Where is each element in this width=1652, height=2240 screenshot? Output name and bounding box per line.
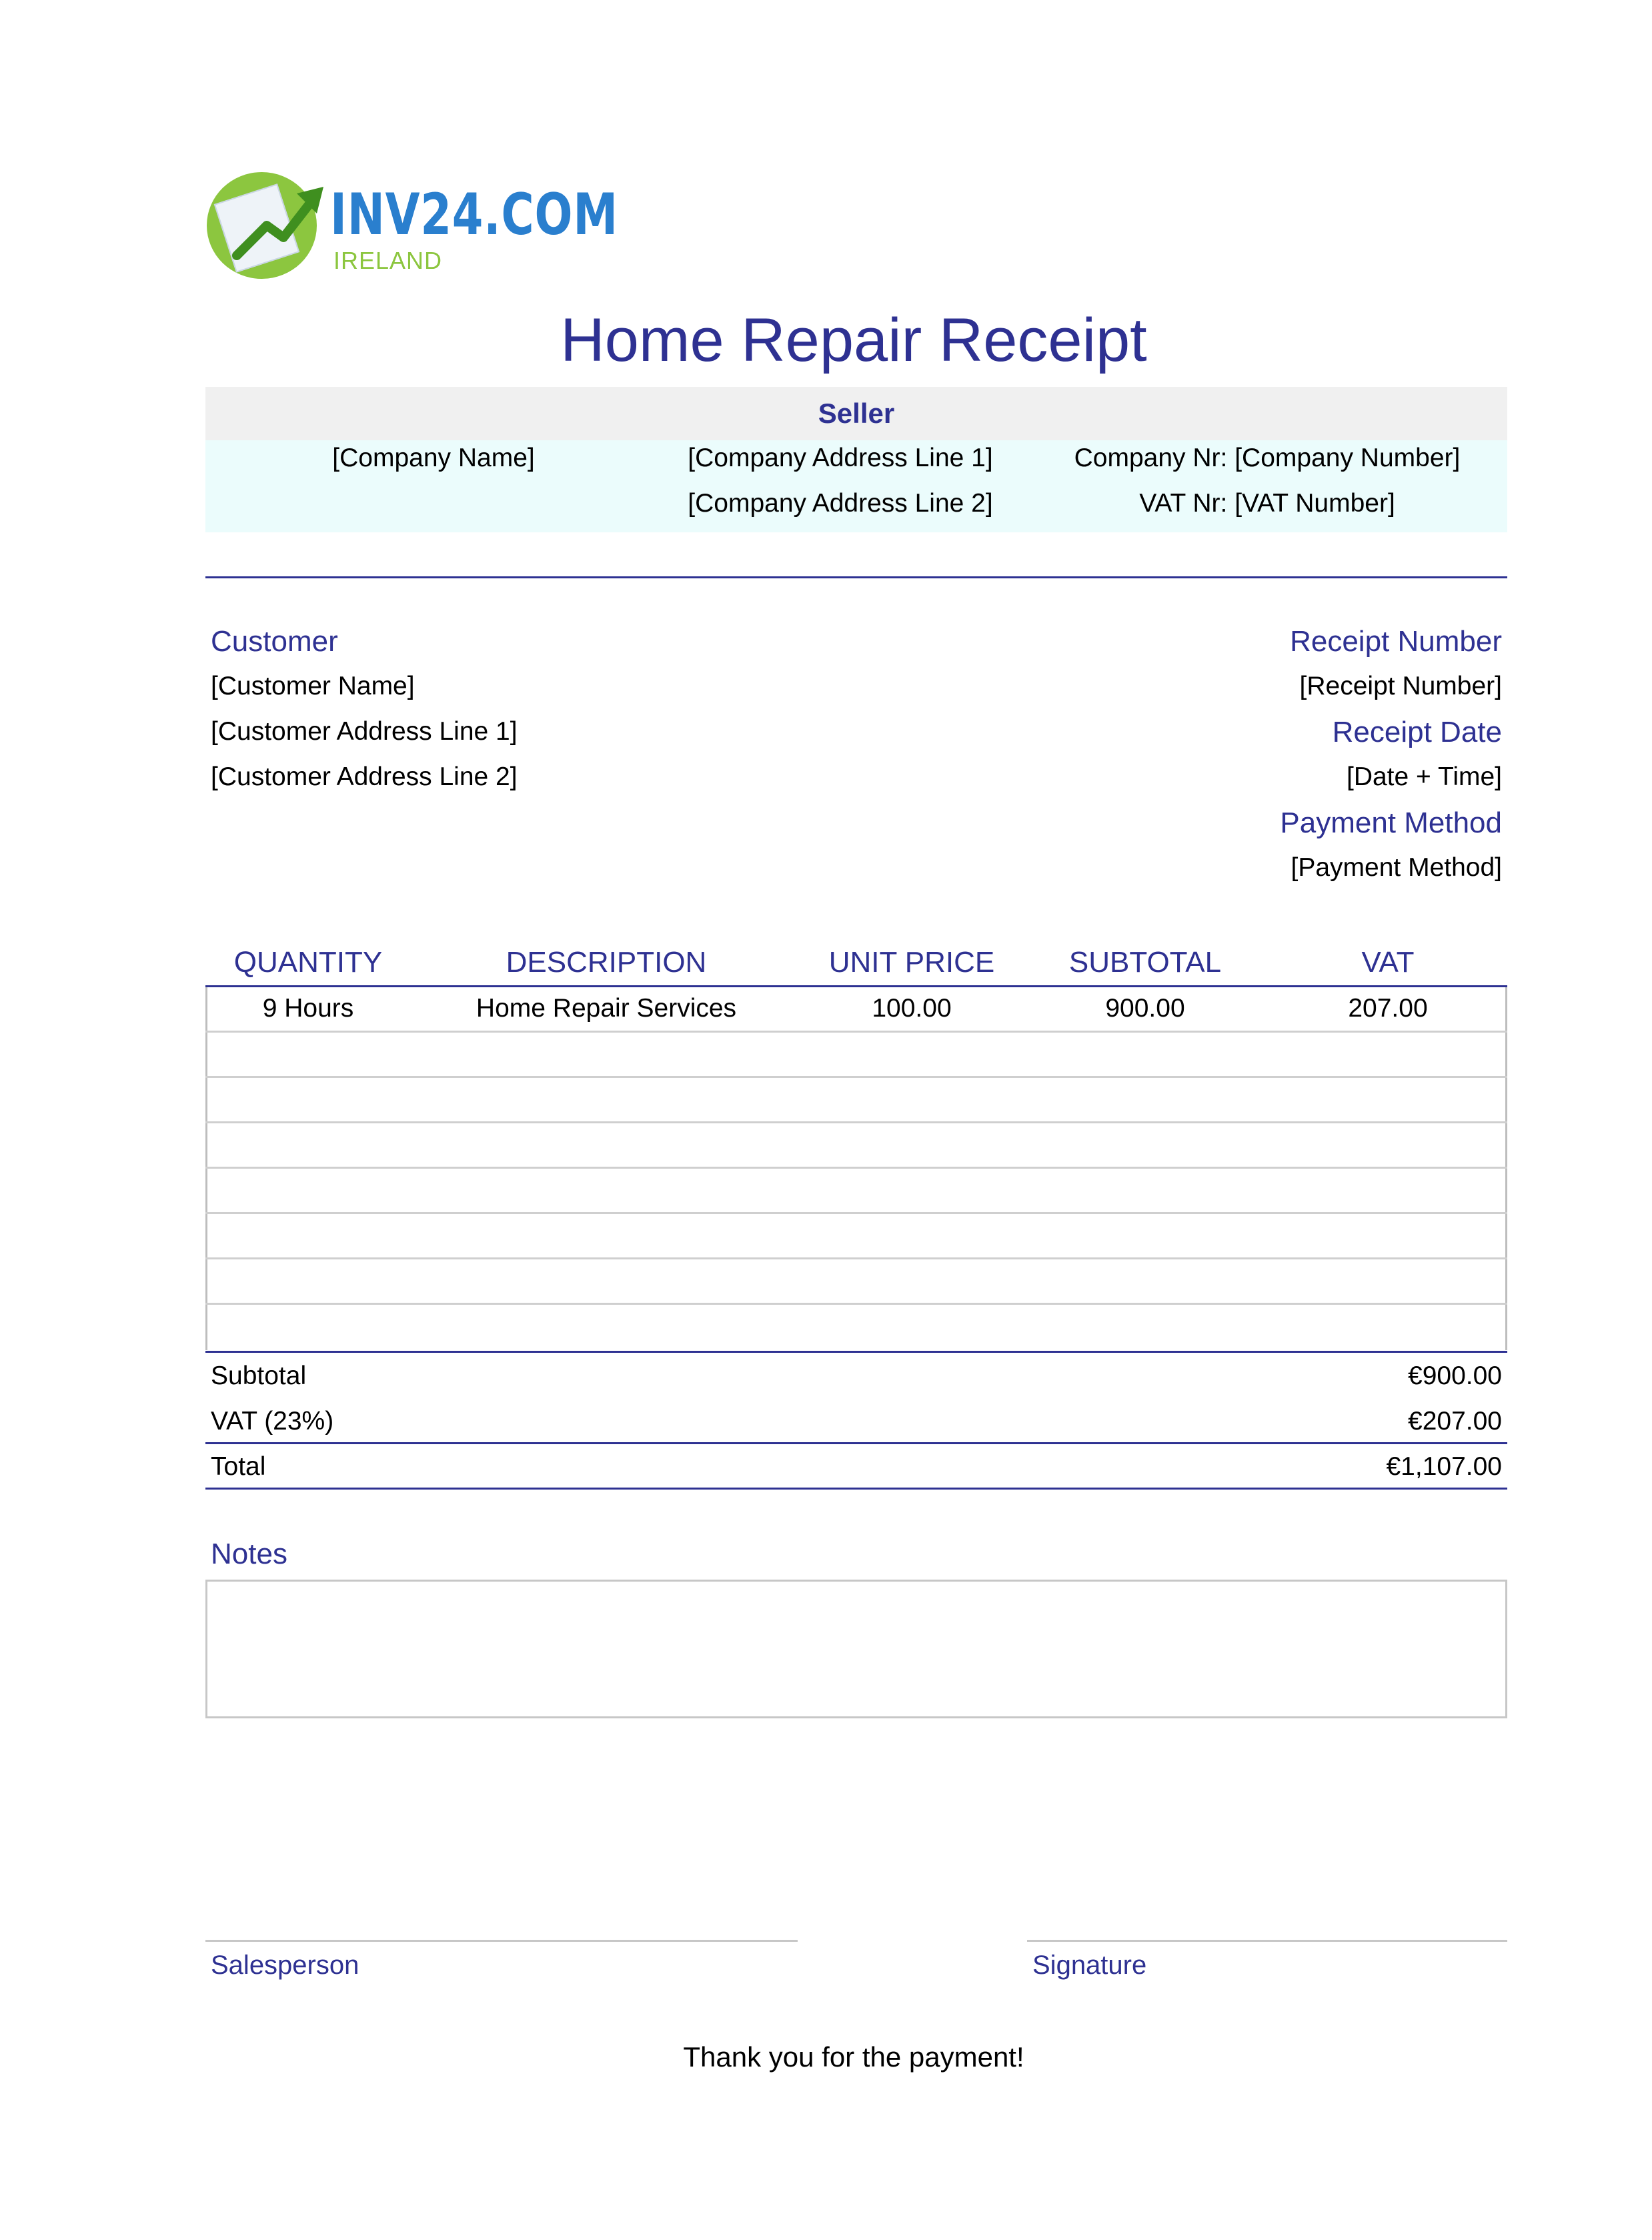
table-row-divider <box>205 1303 1507 1305</box>
page-title: Home Repair Receipt <box>560 306 1147 374</box>
seller-vat-number: VAT Nr: [VAT Number] <box>1139 489 1395 518</box>
receipt-number: [Receipt Number] <box>1299 672 1502 700</box>
column-header-quantity: QUANTITY <box>233 946 383 979</box>
vat-label: VAT (23%) <box>211 1407 334 1436</box>
table-row-divider <box>205 1121 1507 1123</box>
column-header-subtotal: SUBTOTAL <box>1068 946 1222 979</box>
cell-unit-price: 100.00 <box>872 994 952 1023</box>
column-header-unit-price: UNIT PRICE <box>828 946 995 979</box>
notes-label: Notes <box>211 1538 287 1570</box>
subtotal-label: Subtotal <box>211 1361 307 1390</box>
table-row-divider <box>205 1076 1507 1078</box>
salesperson-label: Salesperson <box>211 1950 359 1980</box>
payment-method-label: Payment Method <box>1280 806 1502 839</box>
total-bottom-rule <box>205 1488 1507 1490</box>
customer-address-line-2: [Customer Address Line 2] <box>211 762 518 791</box>
signature-label: Signature <box>1032 1950 1147 1980</box>
logo-growth-arrow-icon <box>230 179 327 265</box>
footer-thank-you: Thank you for the payment! <box>683 2041 1024 2073</box>
notes-box[interactable] <box>205 1580 1507 1718</box>
signature-line <box>1027 1940 1507 1942</box>
total-top-rule <box>205 1442 1507 1444</box>
seller-heading: Seller <box>205 387 1507 440</box>
customer-name: [Customer Name] <box>211 672 415 700</box>
receipt-date: [Date + Time] <box>1346 762 1502 791</box>
table-bottom-rule <box>205 1351 1507 1353</box>
seller-company-name: [Company Name] <box>332 444 535 472</box>
seller-company-number: Company Nr: [Company Number] <box>1074 444 1461 472</box>
cell-vat: 207.00 <box>1348 994 1428 1023</box>
subtotal-value: €900.00 <box>1408 1361 1502 1390</box>
logo-brand-text: INV24.COM <box>330 181 618 248</box>
column-header-description: DESCRIPTION <box>506 946 707 979</box>
salesperson-line <box>205 1940 798 1942</box>
total-label: Total <box>211 1452 266 1481</box>
logo-sub-text: IRELAND <box>333 247 443 274</box>
customer-address-line-1: [Customer Address Line 1] <box>211 717 518 746</box>
section-divider <box>205 576 1507 578</box>
line-items-table <box>205 987 1507 1350</box>
table-row-divider <box>205 1031 1507 1033</box>
payment-method: [Payment Method] <box>1291 853 1502 882</box>
customer-label: Customer <box>211 625 338 658</box>
receipt-number-label: Receipt Number <box>1290 625 1502 658</box>
cell-subtotal: 900.00 <box>1105 994 1185 1023</box>
cell-quantity: 9 Hours <box>262 994 354 1023</box>
table-row-divider <box>205 1212 1507 1214</box>
seller-address-line-1: [Company Address Line 1] <box>688 444 993 472</box>
vat-value: €207.00 <box>1408 1407 1502 1436</box>
table-row-divider <box>205 1257 1507 1259</box>
receipt-date-label: Receipt Date <box>1332 716 1502 748</box>
column-header-vat: VAT <box>1361 946 1415 979</box>
seller-address-line-2: [Company Address Line 2] <box>688 489 993 518</box>
cell-description: Home Repair Services <box>476 994 737 1023</box>
table-row-divider <box>205 1167 1507 1169</box>
total-value: €1,107.00 <box>1386 1452 1502 1481</box>
